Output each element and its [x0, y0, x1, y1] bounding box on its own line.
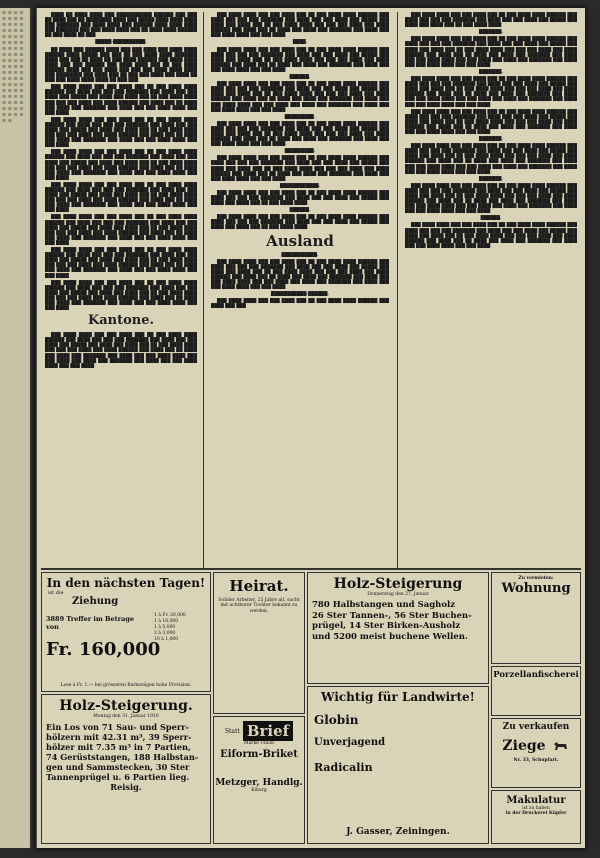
holz2-line: Tannenprügel u. 6 Partien lieg.: [46, 772, 190, 783]
article-column-3: ███ ████ ████ ███ ███ ████ ███ ██ ███ ████ ████ ██████ ███ ████ ███ ███ ███ ███████ ███ ████ ███ ███ ████ ███ █████ ███ ████ ███ ████ ███ ██ ███ ████ ████ ███████. ███ ████ ████ ███ ███ ████ ███ ██ ███ ████ ████ ██████ ███ ████ ███ ███ ███ ███████ ███ ████ ███ ███ ████ ███ █████ ███ ████ ███ ████ ███ ██ ███ ████ ████ ███ ███ ███ ████ ███ ████ ██████ ███ ████ ███ ██ ████ ███ ████ ███ ███████ ███ ████ ███ ███ ████ ████ ███ ███ ████ ███ ████ ███ ███████ ███ ████ ███ ███ ████ ████ ███ ███ ████ ███████. ███ ████ ████ ███ ███ ████ ███ ██ ███ ████ ████ ██████ ███ ████ ███ ███ ███ ███████ ███ ████ ███ ███ ████ ███ █████ ███ ████ ███ ████ ███ ██ ███ ████ ████ ███ ███ ███ ████ ███ ████ ██████ ███ ████ ███ ██ ████ ███ ████ ███ ███████ ███ ████ ███ ███ ████ ████ ███ ███ ████ ███ ████ ███ ███████ ███ ████ ███ ███ ████ ████ ███ ███ ████ ███ ████ ████ ███ ███ ████ ███ ██ ███ ████ ████ ██████ ███ ████ ███ ███ ███ ███████ ███ ████ ███ ███ ████ ███ █████ ███ ████ ███ ████ ███ ██ ███ ████ ████ ███ ███ ███ ████ ███ ████ ██████ ███ ████ ███ ██ ████ ███ ████ ███ ███████ ███ ████ ███ ███ ████ ████ ███ ███ ████ ███████. ███ ████ ████ ███ ███ ████ ███ ██ ███ ████ ████ ██████ ███ ████ ███ ███ ███ ███████ ███ ████ ███ ███ ████ ███ █████ ███ ████ ███ ████ ███ ██ ███ ████ ████ ███ ███ ███ ████ ███ ████ ██████ ███ ████ ███ ██ ████ ███ ████ ███ ███████ ███ ████ ███ ███ ████ ████ ███ ███ ████ ███ ████ ███ ███████ ███ ████ ███ ███ ████ ████ ███ ███ ████ ███████. ███ ████ ████ ███ ███ ████ ███ ██ ███ ████ ████ ██████ ███ ████ ███ ███ ███ ███████ ███ ████ ███ ███ ████ ███ █████ ███ ████ ███ ████ ███ ██ ███ ████ ████ ███ ███ ███ ████ ███ ████ ██████ ███ ████ ███ ██ ████ ███ ████ ███ ███████ ███ ████ ███ ███ ████ ████ ███ ███ ████ ███ ████ ███ ███████ ███ ████ ███ ███ ████ ████ ███ ███ ████ ██████. ███ ████ ████ ███ ███ ████ ███ ██ ███ ████ ████ ██████ ███ ████ ███ ███ ███ ███████ ███ ████ ███ ███ ████ ███ █████ ███ ████ ███ ████ ███ ██ ███ ████ ████ ███ ███ ███ ████ ███ ████ ██████ ███ ████ ███ ██ ████ ███ ████ ███ ███████ ███ ████ ███ ███ ████ ████ ███ ███ ████: [405, 12, 577, 248]
ad-heirat: [213, 572, 305, 714]
article-column-1: ████ ██ ████ ████ ███ ███████████ ██████ ███ ███ ██ ████ ███ ██ ████████ ████ ███ █████ ████ ████ ████ ███ ███████ ███ ████ ████ ███ ██████ ████ ████ ████ ███ ███████ ███ ███ ████ ████ ███ ██ ████ ████ ██████ ██ ███ ████ ██ ███ █████-██████████. ██ ████ ███ ██████ ████ ███ ███ ████ ███ ████ ████ ██████ ████ █████ ███ ███ ██ ███ ████ ████ ███████ ████ ███ ███ ██ ████ ██ ███ ████ ██████ ███ ████ ████ ████ ███ ███ ██████ ███ ████ ████ ███ ██ ███ ████ ██████ ████ ███ ███ ████ ███ ███ ███ ████ ████ ████ ███ ████████ ███ ████ ███ ██ ███ ███ ████ ███ ████ ██ ███ ███ ████ ████ ████ ██ ███ ███ ███ ████ ████ ███ ███ ████ ███ ██ ███ ████ ████ ██████ ███ ████ ███ ███ ███ ███████ ███ ████ ███ ███ ████ ███ █████ ███ ████ ███ ████ ███ ██ ███ ████ ████ ███ ███ ███ ████ ███ ████ ██████ ███ ████ ███ ██ ████ ███ ████ ███ ███████ ███ ████ ███ ███ ████ ████ ███ ███ ████ ███ ████ ████ ███ ███ ████ ███ ██ ███ ████ ████ ██████ ███ ████ ███ ███ ███ ███████ ███ ████ ███ ███ ████ ███ █████ ███ ████ ███ ████ ███ ██ ███ ████ ████ ███ ███ ███ ████ ███ ████ ██████ ███ ████ ███ ██ ████ ███ ████ ███ ███████ ███ ████ ███ ███ ████ ████ ███ ███ ████ ███ ████ ████ ███ ███ ████ ███ ██ ███ ████ ████ ██████ ███ ████ ███ ███ ███ ███████ ███ ████ ███ ███ ████ ███ █████ ███ ████ ███ ████ ███ ██ ███ ████ ████ ███ ███ ███ ████ ███ ████ ██████ ███ ████ ███ ██ ████ ███ ████ ███ ███████ ███ ████ ███ ███ ████ ████ ███ ███ ████ ███ ████ ████ ███ ███ ████ ███ ██ ███ ████ ████ ██████ ███ ████ ███ ███ ███ ███████ ███ ████ ███ ███ ████ ███ █████ ███ ████ ███ ████ ███ ██ ███ ████ ████ ███ ███ ███ ████ ███ ████ ██████ ███ ████ ███ ██ ████ ███ ████ ███ ███████ ███ ████ ███ ███ ████ ████ ███ ███ ████ ███ ████ ████ ███ ███ ████ ███ ██ ███ ████ ████ ██████ ███ ████ ███ ███ ███ ███████ ███ ████ ███ ███ ████ ███ █████ ███ ████ ███ ████ ███ ██ ███ ████ ████ ███ ███ ███ ████ ███ ████ ██████ ███ ████ ███ ██ ████ ███ ████ ███ ███████ ███ ████ ███ ███ ████ ████ ███ ███ ████ ███ ████ ████ ███ ███ ████ ███ ██ ███ ████ ████ ██████ ███ ████ ███ ███ ███ ███████ ███ ████ ███ ███ ████ ███ █████ ███ ████ ███ ████ ███ ██ ███ ████ ████ ███ ███ ███ ████ ███ ████ ██████ ███ ████ ███ ██ ████ ███ ████ ███ ███████ ███ ████ ███ ███ ████ ████ ███ ███ ████ ███ ████ ████ ███ ███ ████ ███ ██ ███ ████ ████ ██████ ███ ████ ███ ███ ███ ███████ ███ ████ ███ ███ ████ ███ █████ ███ ████ ███ ████ ███ ██ ███ ████ ████ ███ ███ ███ ████ ███ ████ ██████ ███ ████ ███ ██ ████ ███ ████ ███ ███████ ███ ████ ███ ███ ████ ████ ███ ███ ████ Kantone. ███ ████ ████ ███ ███ ████ ███ ██ ███ ████ ████ ██████ ███ ████ ███ ███ ███ ███████ ███ ████ ███ ███ ████ ███ █████ ███ ████ ███ ████ ███ ██ ███ ████ ████ ███ ███ ███ ████ ███ ████ ██████ ███ ████ ███ ██ ████ ███ ████ ███ ███████ ███ ████ ███ ███ ████ ████ ███ ███ ████ ███ ████ ███ ███████ ███ ████ ███ ███ ████ ████ ███ ███ ████: [45, 12, 197, 368]
ad-holz-steigerung-1: [307, 572, 489, 684]
newspaper-page: [36, 8, 585, 848]
brief-sub: Marke Union: [244, 741, 274, 746]
holz1-date: Donnerstag den 27. Januar: [367, 592, 429, 597]
ad-lottery: [41, 572, 211, 692]
wichtig-globin: Globin: [314, 713, 359, 727]
holz2-line: Reisig.: [110, 782, 142, 793]
holz2-title: Holz-Steigerung.: [59, 698, 193, 714]
holz1-lots: [308, 597, 488, 645]
brief-line: Eiform-Briket: [220, 749, 298, 761]
verkaufen-item-row: [492, 738, 580, 754]
ad-porzellanfischerei: [491, 666, 581, 716]
verkaufen-item: Ziege: [502, 738, 546, 754]
ausland-heading: Ausland: [266, 231, 334, 250]
kantone-heading: Kantone.: [87, 313, 155, 329]
advertisements: [41, 572, 581, 844]
holz1-line: prügel, 14 Ster Birken-Ausholz: [312, 621, 461, 632]
wichtig-firm: J. Gasser, Zeiningen.: [346, 827, 450, 837]
lottery-ziehung: Ziehung: [72, 596, 119, 607]
heirat-text: Solider Arbeiter, 25 Jahre alt, sucht mit achtbarer Tochter bekannt zu werden.: [218, 598, 300, 614]
lottery-title: In den nächsten Tagen!: [46, 576, 206, 590]
column-rule: [203, 12, 204, 568]
holz2-line: Ein Los von 71 Sau- und Sperr-: [46, 722, 189, 733]
brief-pre: Statt: [224, 727, 240, 735]
holz1-line: und 5200 meist buchene Wellen.: [312, 631, 468, 642]
ad-wohnung: [491, 572, 581, 664]
verkaufen-addr: Nr. 33, Schupfart.: [513, 758, 559, 763]
brief-title: Brief: [243, 721, 293, 741]
lottery-line: ist die: [48, 590, 64, 596]
holz2-date: Montag den 31. Januar 1916: [93, 714, 159, 719]
brief-company: Metzger, Handlg.: [215, 778, 303, 789]
ad-wichtig-landwirte: [307, 686, 489, 844]
makulatur-title: Makulatur: [506, 795, 566, 806]
holz1-title: Holz-Steigerung: [333, 576, 463, 592]
ad-holz-steigerung-2: [41, 694, 211, 844]
lottery-prizes: 3889 Treffer im Betrage von: [46, 615, 134, 631]
wichtig-unverjagend: Unverjagend: [314, 737, 386, 748]
lottery-footer: Lose à Fr. 1.— bei grösseren Barbezügen hohe Provision.: [60, 682, 192, 688]
ad-makulatur: [491, 790, 581, 844]
makulatur-sub2: in der Druckerei Küpfer: [505, 811, 567, 817]
ad-brief: [213, 716, 305, 844]
wichtig-title: Wichtig für Landwirte!: [321, 690, 475, 704]
lottery-amount: Fr. 160,000: [46, 639, 161, 660]
holz1-line: 26 Ster Tannen-, 56 Ster Buchen-: [312, 610, 472, 621]
wichtig-radicalin: Radicalin: [314, 761, 373, 774]
previous-page-edge: ≡ ≡ ≡ ≡ ≡ ≡ ≡ ≡ ≡ ≡ ≡ ≡ ≡ ≡ ≡ ≡ ≡ ≡ ≡ ≡ ≡ ≡ ≡ ≡ ≡ ≡ ≡ ≡ ≡ ≡ ≡ ≡ ≡ ≡ ≡ ≡ ≡ ≡ ≡ ≡ ≡ ≡ ≡ ≡ ≡ ≡ ≡ ≡ ≡ ≡ ≡ ≡ ≡ ≡ ≡ ≡ ≡ ≡ ≡ ≡ ≡ ≡ ≡ ≡ ≡ ≡ ≡ ≡ ≡ ≡ ≡ ≡ ≡ ≡: [0, 8, 32, 848]
wohnung-title: Wohnung: [501, 581, 571, 597]
porzellan-title: Porzellanfischerei: [493, 670, 579, 680]
holz2-line: 74 Gerüststangen, 188 Halbstan-: [46, 752, 199, 763]
heirat-title: Heirat.: [229, 577, 289, 595]
makulatur-sub: ist zu haben: [522, 806, 550, 811]
brief-header: [214, 721, 304, 741]
column-rule: [397, 12, 398, 568]
holz2-lots: [42, 719, 210, 792]
brief-place: Kiburg: [251, 788, 267, 794]
holz2-line: hölzern mit 42.31 m³, 39 Sperr-: [46, 732, 192, 743]
wohnung-pre: Zu vermieten:: [518, 576, 554, 581]
holz1-line: 780 Halbstangen und Sagholz: [312, 600, 456, 611]
holz2-line: hölzer mit 7.35 m³ in 7 Partien,: [46, 742, 191, 753]
verkaufen-title: Zu verkaufen: [502, 722, 570, 732]
goat-icon: [552, 740, 570, 752]
ad-zu-verkaufen: [491, 718, 581, 788]
lottery-prize-list: 1 à Fr. 20,000 1 à 10,000 1 à 5,000 2 à 3,000 10 à 1,000: [154, 613, 186, 642]
holz2-line: gen und Sammstecken, 30 Ster: [46, 762, 190, 773]
article-column-2: ███ ████ ████ ███ ███ ████ ███ ██ ███ ████ ████ ██████ ███ ████ ███ ███ ███ ███████ ███ ████ ███ ███ ████ ███ █████ ███ ████ ███ ████ ███ ██ ███ ████ ████ ███ ███ ███ ████ ███ ████ ██████ ███ ████ ███ ██ ████ ███ ████ ███ ███████ ███ ████ ███ ███ ████ ████ ███ ███ ████ ████. ███ ████ ████ ███ ███ ████ ███ ██ ███ ████ ████ ██████ ███ ████ ███ ███ ███ ███████ ███ ████ ███ ███ ████ ███ █████ ███ ████ ███ ████ ███ ██ ███ ████ ████ ███ ███ ███ ████ ███ ████ ██████ ███ ████ ███ ██ ████ ███ ████ ███ ███████ ███ ████ ███ ███ ████ ████ ███ ███ ████ ██████. ███ ████ ████ ███ ███ ████ ███ ██ ███ ████ ████ ██████ ███ ████ ███ ███ ███ ███████ ███ ████ ███ ███ ████ ███ █████ ███ ████ ███ ████ ███ ██ ███ ████ ████ ███ ███ ███ ████ ███ ████ ██████ ███ ████ ███ ██ ████ ███ ████ ███ ███████ ███ ████ ███ ███ ████ ████ ███ ███ ████ ███ ████ ███ ███████ ███ ████ ███ ███ ████ ████ ███ ███ ████ █████████. ███ ████ ████ ███ ███ ████ ███ ██ ███ ████ ████ ██████ ███ ████ ███ ███ ███ ███████ ███ ████ ███ ███ ████ ███ █████ ███ ████ ███ ████ ███ ██ ███ ████ ████ ███ ███ ███ ████ ███ ████ ██████ ███ ████ ███ ██ ████ ███ ████ ███ ███████ ███ ████ ███ ███ ████ ████ ███ ███ ████ █████████. ███ ████ ████ ███ ███ ████ ███ ██ ███ ████ ████ ██████ ███ ████ ███ ███ ███ ███████ ███ ████ ███ ███ ████ ███ █████ ███ ████ ███ ████ ███ ██ ███ ████ ████ ███ ███ ███ ████ ███ ████ ██████ ███ ████ ███ ██ ████ ███ ████ ███ ███████ ███ ████ ███ ███ ████ ████ ███ ███ ████ ████████████. ███ ████ ████ ███ ███ ████ ███ ██ ███ ████ ████ ██████ ███ ████ ███ ███ ███ ███████ ███ ████ ███ ███ ████ ███ █████ ███ ████ ███ ████ ███ ██ ███ ████ ████ ██████. ███ ████ ████ ███ ███ ████ ███ ██ ███ ████ ████ ██████ ███ ████ ███ ███ ███ ███████ ███ ████ ███ ███ ████ ███ █████ ███ ████ ███ ████ ███ ██ ███ ████ ████ Ausland ███████████. ███ ████ ████ ███ ███ ████ ███ ██ ███ ████ ████ ██████ ███ ████ ███ ███ ███ ███████ ███ ████ ███ ███ ████ ███ █████ ███ ████ ███ ████ ███ ██ ███ ████ ████ ███ ███ ███ ████ ███ ████ ██████ ███ ████ ███ ██ ████ ███ ████ ███ ███████ ███ ████ ███ ███ ████ ████ ███ ███ ████ ███ ████ ███ ███████ ███ ████ ███ ███ ████ ████ ███ ███ ████ ███████████-██████. ███ ████ ████ ███ ███ ████ ███ ██ ███ ████ ████ ██████ ███ ████ ███ ███: [211, 12, 389, 309]
